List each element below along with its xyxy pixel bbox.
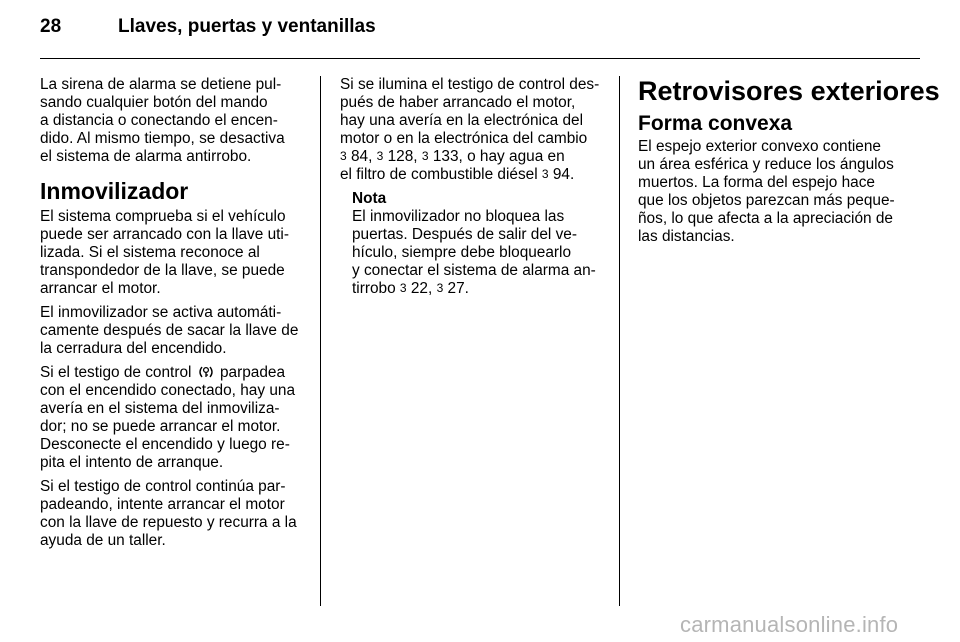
text-line: con la llave de repuesto y recurra a la [40,514,297,531]
page-number: 28 [40,16,62,37]
text-line: a distancia o conectando el encen- [40,112,278,129]
control-lamp-paragraph [340,76,606,184]
page-ref-link[interactable]: 133, [432,148,463,165]
text-line: puede ser arrancado con la llave uti- [40,226,289,243]
text-line: El espejo exterior convexo contiene [638,138,881,155]
text-line: ayuda de un taller. [40,532,166,549]
column-divider-2 [619,76,620,606]
column-1 [40,76,306,556]
immobilizer-lamp-icon [196,364,216,380]
text-line: puertas. Después de salir del ve- [352,226,577,243]
cross-reference-arrow-icon: 3 [376,149,384,163]
text-line: muertos. La forma del espejo hace [638,174,875,191]
text-line: el sistema de alarma antirrobo. [40,148,252,165]
note-label: Nota [352,190,387,207]
section-heading-mirrors: Retrovisores exteriores [638,76,940,106]
column-3 [638,76,940,252]
text-line: lizada. Si el sistema reconoce al [40,244,260,261]
text-line: transpondedor de la llave, se puede [40,262,285,279]
chapter-title: Llaves, puertas y ventanillas [118,16,376,37]
cross-reference-arrow-icon: 3 [541,167,549,181]
text-line: motor o en la electrónica del cambio [340,130,588,147]
text-line: hay una avería en la electrónica del [340,112,583,129]
text-line: El sistema comprueba si el vehículo [40,208,286,225]
cross-reference-arrow-icon: 3 [436,281,444,295]
text-line: un área esférica y reduce los ángulos [638,156,894,173]
text-line: la cerradura del encendido. [40,340,227,357]
text-line: pita el intento de arranque. [40,454,224,471]
text-line: El inmovilizador se activa automáti- [40,304,282,321]
text-line: que los objetos parezcan más peque- [638,192,895,209]
text-line: Si el testigo de control continúa par- [40,478,286,495]
text-line: avería en el sistema del inmoviliza- [40,400,280,417]
text-line [352,280,606,298]
text-line: hículo, siempre debe bloquearlo [352,244,572,261]
cross-reference-arrow-icon: 3 [340,149,347,163]
cross-reference-arrow-icon: 3 [399,281,407,295]
text-line: arrancar el motor. [40,280,161,297]
text-line: con el encendido conectado, hay una [40,382,295,399]
alarm-paragraph [40,76,306,166]
page-ref-link[interactable]: 94. [552,166,575,183]
column-divider-1 [320,76,321,606]
immobilizer-paragraph-2 [40,304,306,358]
page-ref-link[interactable]: 22, [410,280,433,297]
text-line: El inmovilizador no bloquea las [352,208,565,225]
page-ref-link[interactable]: 84, [350,148,373,165]
mirror-paragraph [638,138,904,246]
immobilizer-paragraph-1 [40,208,306,298]
text-line: y conectar el sistema de alarma an- [352,262,596,279]
page-ref-link[interactable]: 27. [447,280,469,297]
text-line: ños, lo que afecta a la apreciación de [638,210,893,227]
text-fragment: parpadea [220,364,286,381]
section-heading-immobilizer: Inmovilizador [40,178,189,204]
text-line: dido. Al mismo tiempo, se desactiva [40,130,285,147]
text-fragment: tirrobo [352,280,396,297]
text-line: pués de haber arrancado el motor, [340,94,576,111]
text-line: Si se ilumina el testigo de control des- [340,76,600,93]
text-line [40,364,306,382]
header-divider [40,58,920,59]
page-ref-link[interactable]: 128, [387,148,418,165]
text-line [340,148,606,166]
immobilizer-paragraph-4 [40,478,306,550]
immobilizer-paragraph-3 [40,364,306,472]
text-line: dor; no se puede arrancar el motor. [40,418,281,435]
text-line: camente después de sacar la llave de [40,322,299,339]
text-line: La sirena de alarma se detiene pul- [40,76,282,93]
page-header [40,16,920,44]
cross-reference-arrow-icon: 3 [421,149,429,163]
watermark: carmanualsonline.info [680,612,899,637]
text-line: sando cualquier botón del mando [40,94,268,111]
text-fragment: o hay agua en [467,148,565,165]
text-line [340,166,606,184]
text-line: Desconecte el encendido y luego re- [40,436,290,453]
text-fragment: el filtro de combustible diésel [340,166,538,183]
text-fragment: Si el testigo de control [40,364,192,381]
text-line: las distancias. [638,228,735,245]
text-line: padeando, intente arrancar el motor [40,496,285,513]
subheading-convex: Forma convexa [638,112,793,135]
note-box [352,190,606,298]
column-2 [340,76,606,298]
